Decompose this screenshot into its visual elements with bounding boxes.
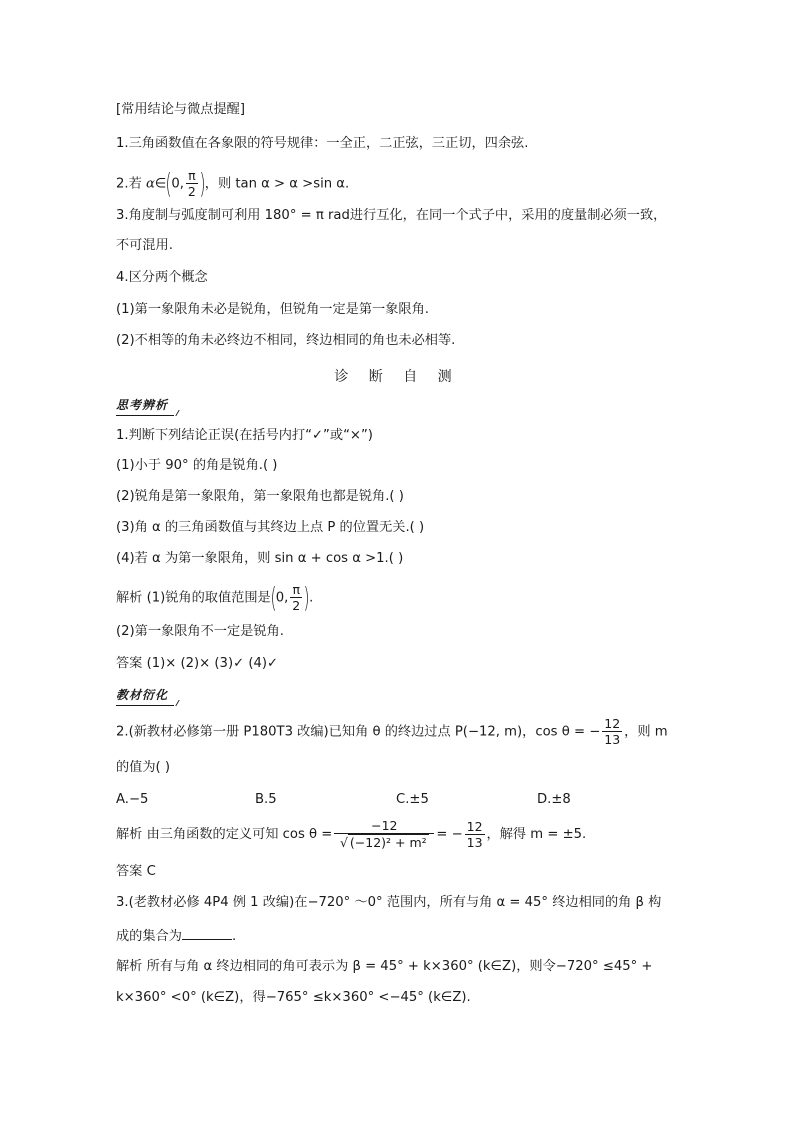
- question-2-line-2: 的值为( ): [116, 760, 171, 775]
- solution-1-2: (2)第一象限角不一定是锐角.: [116, 624, 284, 639]
- fraction-numerator: 12: [604, 716, 621, 731]
- tips-heading: [常用结论与微点提醒]: [116, 102, 245, 117]
- sqrt-radicand: (−12)² + m²: [349, 835, 427, 850]
- choice-b: B.5: [255, 792, 277, 807]
- pi-over-2-fraction: [290, 582, 302, 613]
- fraction-numerator: π: [292, 582, 301, 597]
- choice-a: A.−5: [116, 792, 149, 807]
- open-paren: (: [270, 580, 277, 614]
- fraction-denominator: 2: [292, 598, 301, 613]
- cos-definition-fraction: [334, 818, 434, 850]
- answer-2: 答案 C: [116, 864, 156, 879]
- answer-1: 答案 (1)× (2)× (3)✓ (4)✓: [116, 656, 279, 671]
- tip-4: 4.区分两个概念: [116, 270, 208, 285]
- solution-1: [116, 582, 313, 613]
- question-2: [116, 716, 668, 747]
- pi-over-2-fraction: [186, 168, 198, 199]
- tip-2-suffix: ，则 tan α > α >sin α.: [204, 176, 350, 192]
- solution-1-prefix: 解析 (1)锐角的取值范围是: [116, 590, 271, 606]
- question-2-prefix: 2.(新教材必修第一册 P180T3 改编)已知角 θ 的终边过点 P(−12, m)，cos θ = −: [116, 724, 601, 740]
- close-paren: ): [199, 166, 206, 200]
- close-paren: ): [303, 580, 310, 614]
- tip-4-1: (1)第一象限角未必是锐角，但锐角一定是第一象限角.: [116, 302, 429, 317]
- choice-d: D.±8: [537, 792, 571, 807]
- question-1-3: (3)角 α 的三角函数值与其终边上点 P 的位置无关.( ): [116, 520, 425, 535]
- twelve-thirteenths-fraction: [602, 716, 622, 747]
- open-paren: (: [165, 166, 172, 200]
- question-3-line-2: [116, 925, 236, 947]
- tag-textbook: 教材衍化: [116, 688, 169, 702]
- tip-1: 1.三角函数值在各象限的符号规律：一全正，二正弦，三正切，四余弦.: [116, 136, 529, 151]
- tip-2-interval: 0,: [171, 176, 184, 192]
- question-3-end: .: [231, 929, 237, 944]
- solution-3-line-1: 解析 所有与角 α 终边相同的角可表示为 β = 45° + k×360° (k∈Z)，则令−720° ≤45° +: [116, 959, 653, 974]
- solution-1-interval: 0,: [275, 590, 289, 606]
- question-1-4: (4)若 α 为第一象限角，则 sin α + cos α >1.( ): [116, 551, 404, 566]
- solution-2-mid: = −: [436, 827, 463, 842]
- solution-2: [116, 818, 586, 850]
- question-2-suffix: ，则 m: [624, 724, 668, 740]
- tip-2-prefix: 2.若: [116, 176, 146, 192]
- fraction-denominator: 13: [604, 732, 621, 747]
- tip-4-2: (2)不相等的角未必终边不相同，终边相同的角也未必相等.: [116, 333, 456, 348]
- fraction-numerator: π: [188, 168, 196, 183]
- question-1-1: (1)小于 90° 的角是锐角.( ): [116, 458, 278, 473]
- fraction-denominator: √ (−12)² + m²: [334, 833, 434, 850]
- question-3-text: 成的集合为: [116, 929, 182, 944]
- solution-1-suffix: .: [309, 590, 314, 606]
- twelve-thirteenths-fraction: [465, 819, 485, 850]
- question-1-2: (2)锐角是第一象限角，第一象限角也都是锐角.( ): [116, 489, 404, 504]
- tip-3-line-1: 3.角度制与弧度制可利用 180° = π rad进行互化，在同一个式子中，采用的度量制必须一致，: [116, 208, 667, 223]
- question-1: 1.判断下列结论正误(在括号内打“✓”或“×”): [116, 428, 373, 443]
- section-title: 诊 断 自 测: [334, 369, 460, 385]
- tip-3-line-2: 不可混用.: [116, 238, 173, 253]
- solution-3-line-2: k×360° <0° (k∈Z)，得−765° ≤k×360° <−45° (k∈Z).: [116, 990, 471, 1005]
- tip-2-var: α: [145, 176, 155, 192]
- fraction-numerator: −12: [371, 818, 398, 833]
- question-3-line-1: 3.(老教材必修 4P4 例 1 改编)在−720° ～0° 范围内，所有与角 α = 45° 终边相同的角 β 构: [116, 895, 662, 910]
- solution-2-prefix: 解析 由三角函数的定义可知 cos θ =: [116, 827, 333, 842]
- tip-2: [116, 168, 349, 199]
- fraction-denominator: 13: [466, 834, 483, 850]
- answer-blank: [182, 925, 232, 940]
- fraction-denominator: 2: [187, 184, 196, 199]
- tag-thinking: 思考辨析: [116, 398, 169, 412]
- fraction-numerator: 12: [466, 818, 483, 834]
- solution-2-suffix: ，解得 m = ±5.: [486, 827, 587, 842]
- tip-2-in: ∈: [154, 176, 167, 192]
- choice-c: C.±5: [396, 792, 429, 807]
